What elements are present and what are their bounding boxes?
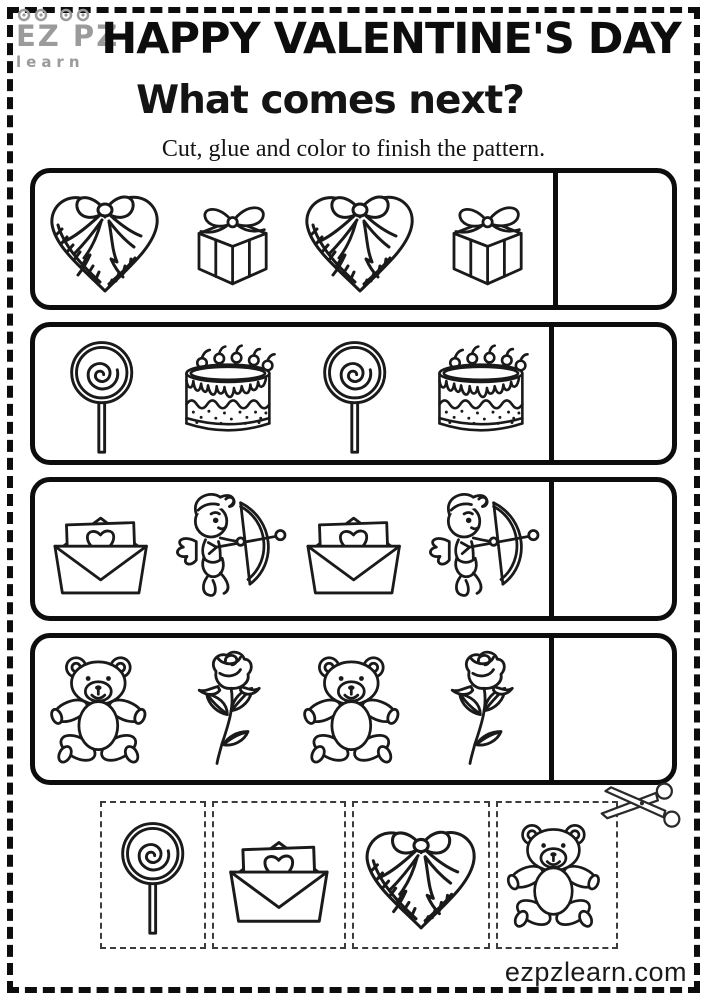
cupid-drawing xyxy=(163,488,292,610)
heart-box-drawing xyxy=(39,179,171,299)
logo-subtext: learn xyxy=(16,53,85,71)
page-title: HAPPY VALENTINE'S DAY xyxy=(101,14,681,64)
pattern-row-3 xyxy=(30,477,677,621)
answer-box[interactable] xyxy=(553,173,672,305)
answer-box[interactable] xyxy=(549,482,672,616)
answer-box[interactable] xyxy=(549,327,672,460)
row-items xyxy=(35,327,549,460)
envelope-drawing xyxy=(292,492,416,606)
heart-box-drawing xyxy=(294,179,426,299)
row-items xyxy=(35,173,553,305)
website-url: ezpzlearn.com xyxy=(504,957,687,987)
scissors-icon xyxy=(598,780,684,834)
cutout-strip xyxy=(100,801,618,949)
teddy-bear-drawing xyxy=(292,648,419,770)
row-items xyxy=(35,638,549,780)
cake-drawing xyxy=(164,337,292,451)
logo-text: EZ PZ xyxy=(16,19,120,53)
lollipop-drawing xyxy=(292,330,417,458)
teddy-bear-drawing xyxy=(39,648,166,770)
row-items xyxy=(35,482,549,616)
cutout-piece-lollipop[interactable] xyxy=(100,801,206,949)
pattern-row-1 xyxy=(30,168,677,310)
gift-box-drawing xyxy=(426,183,549,295)
pattern-row-2 xyxy=(30,322,677,465)
instruction-text: Cut, glue and color to finish the pattern. xyxy=(161,136,546,162)
rose-drawing xyxy=(419,647,546,771)
cake-drawing xyxy=(417,337,545,451)
lollipop-drawing xyxy=(39,330,164,458)
pattern-row-4 xyxy=(30,633,677,785)
envelope-drawing xyxy=(39,492,163,606)
gift-box-drawing xyxy=(171,183,294,295)
pattern-rows xyxy=(30,168,677,797)
cutout-piece-envelope[interactable] xyxy=(212,801,346,949)
cupid-drawing xyxy=(416,488,545,610)
cutout-piece-heart-box[interactable] xyxy=(352,801,490,949)
page-subtitle: What comes next? xyxy=(136,78,524,123)
rose-drawing xyxy=(166,647,293,771)
answer-box[interactable] xyxy=(549,638,672,780)
